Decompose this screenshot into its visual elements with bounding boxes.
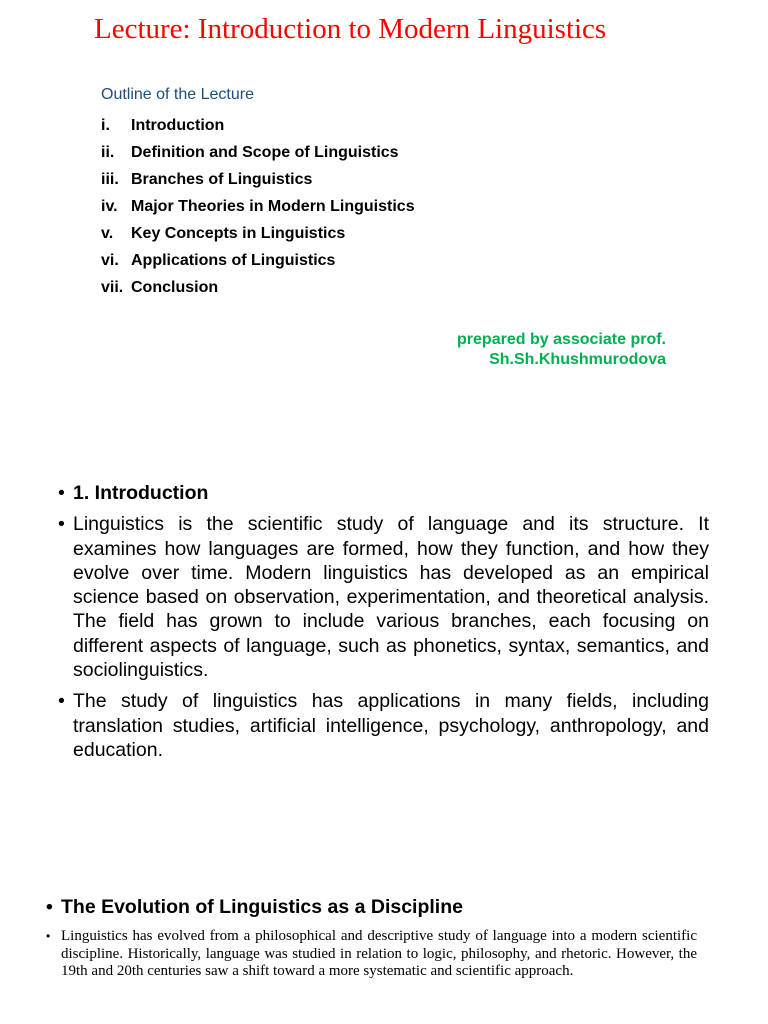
outline-item-label: Branches of Linguistics — [131, 170, 313, 188]
outline-item-number: i. — [101, 116, 110, 134]
outline-item-number: v. — [101, 224, 114, 242]
author-credit — [457, 330, 666, 370]
page-title: Lecture: Introduction to Modern Linguistics — [94, 13, 607, 45]
outline-item-label: Conclusion — [131, 279, 219, 297]
outline-item — [101, 275, 415, 302]
evolution-paragraph — [46, 928, 697, 981]
outline-item-label: Definition and Scope of Linguistics — [131, 143, 399, 161]
outline-item — [101, 166, 415, 193]
bullet-icon: • — [46, 929, 51, 943]
bullet-icon: • — [46, 896, 53, 918]
bullet-icon: • — [58, 482, 65, 504]
bullet-icon: • — [58, 513, 65, 536]
outline-item-label: Major Theories in Modern Linguistics — [131, 197, 415, 215]
paragraph — [58, 512, 709, 682]
outline-item-label: Key Concepts in Linguistics — [131, 224, 346, 242]
outline-item — [101, 247, 415, 274]
outline-item-label: Introduction — [131, 116, 225, 134]
paragraph-text: Linguistics is the scientific study of language and its structure. It examines how languages are formed, how they function, and how they evolve over time. Modern linguistics has developed as an empirical science based on observation, experimentation, and theoretical analysis. The field has grown to include various branches, each focusing on different aspects of language, such as phonetics, syntax, semantics, and sociolinguistics. — [73, 513, 709, 682]
outline-item-number: iv. — [101, 197, 118, 215]
outline-item — [101, 139, 415, 166]
outline-item-number: vii. — [101, 279, 124, 297]
outline-item-label: Applications of Linguistics — [131, 252, 336, 270]
evolution-heading-text: The Evolution of Linguistics as a Discipline — [61, 896, 463, 918]
paragraph — [58, 689, 709, 762]
section-heading — [58, 481, 709, 505]
outline-item — [101, 193, 415, 220]
outline-list — [101, 112, 415, 302]
author-credit-line1: prepared by associate prof. — [457, 331, 666, 348]
evolution-heading — [46, 896, 463, 919]
bullet-icon: • — [58, 690, 65, 713]
outline-item-number: ii. — [101, 143, 115, 161]
author-credit-line2: Sh.Sh.Khushmurodova — [489, 351, 666, 368]
paragraph-text: The study of linguistics has applications in many fields, including translation studies, artificial intelligence, psychology, anthropology, and education. — [73, 690, 709, 761]
outline-item — [101, 220, 415, 247]
evolution-paragraph-text: Linguistics has evolved from a philosophical and descriptive study of language into a modern scientific discipline. Historically, language was studied in relation to logic, philosophy, and rhetoric. However, the 19th and 20th centuries saw a shift toward a more systematic and scientific approach. — [61, 928, 697, 980]
outline-item-number: vi. — [101, 252, 119, 270]
introduction-section — [58, 481, 709, 769]
outline-item-number: iii. — [101, 170, 119, 188]
outline-item — [101, 112, 415, 139]
outline-heading: Outline of the Lecture — [101, 86, 254, 103]
section-heading-text: 1. Introduction — [73, 482, 209, 504]
